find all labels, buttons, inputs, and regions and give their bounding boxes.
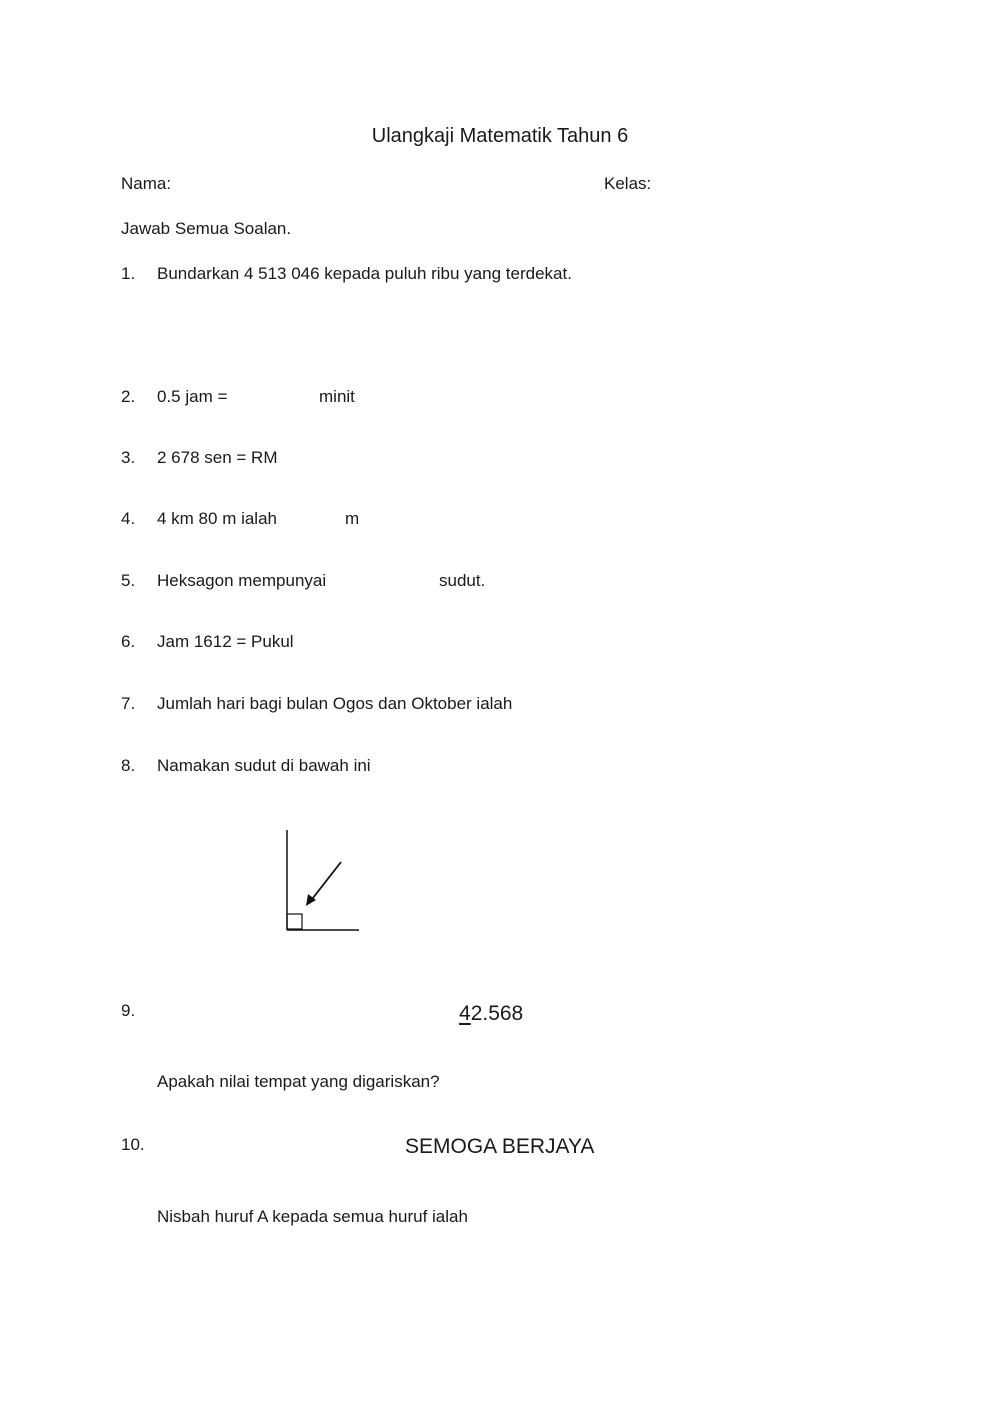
- number-remainder: 2.568: [470, 1002, 524, 1025]
- question-number: 7.: [121, 694, 136, 713]
- question-number: 9.: [121, 1001, 136, 1020]
- question-suffix: minit: [319, 387, 355, 406]
- question-text: 4 km 80 m ialah: [157, 509, 277, 528]
- instruction: Jawab Semua Soalan.: [121, 219, 292, 238]
- question-number: 3.: [121, 448, 136, 467]
- question-number: 5.: [121, 571, 136, 590]
- question-text: Bundarkan 4 513 046 kepada puluh ribu yang terdekat.: [157, 264, 572, 283]
- name-label: Nama:: [121, 174, 172, 193]
- arrow-shaft: [309, 862, 341, 903]
- page-title: Ulangkaji Matematik Tahun 6: [371, 125, 629, 147]
- question-suffix: sudut.: [439, 571, 486, 590]
- question-text: 2 678 sen = RM: [157, 448, 278, 467]
- question-number: 1.: [121, 264, 136, 283]
- question-text: Jumlah hari bagi bulan Ogos dan Oktober ialah: [157, 694, 513, 713]
- question-text: 0.5 jam =: [157, 387, 228, 406]
- right-angle-marker: [287, 914, 302, 929]
- question-number: 6.: [121, 632, 136, 651]
- ratio-phrase: SEMOGA BERJAYA: [405, 1135, 595, 1158]
- question-suffix: m: [345, 509, 360, 528]
- question-number: 2.: [121, 387, 136, 406]
- underlined-digit: 4: [459, 1002, 471, 1025]
- class-label: Kelas:: [604, 174, 652, 193]
- question-number: 4.: [121, 509, 136, 528]
- question-number: 10.: [121, 1135, 145, 1154]
- question-text: Heksagon mempunyai: [157, 571, 327, 590]
- right-angle-diagram: [278, 824, 368, 936]
- question-text: Nisbah huruf A kepada semua huruf ialah: [157, 1207, 468, 1226]
- place-value-number: [459, 1003, 523, 1024]
- question-text: Jam 1612 = Pukul: [157, 632, 294, 651]
- question-text: Namakan sudut di bawah ini: [157, 756, 371, 775]
- question-number: 8.: [121, 756, 136, 775]
- question-text: Apakah nilai tempat yang digariskan?: [157, 1072, 440, 1091]
